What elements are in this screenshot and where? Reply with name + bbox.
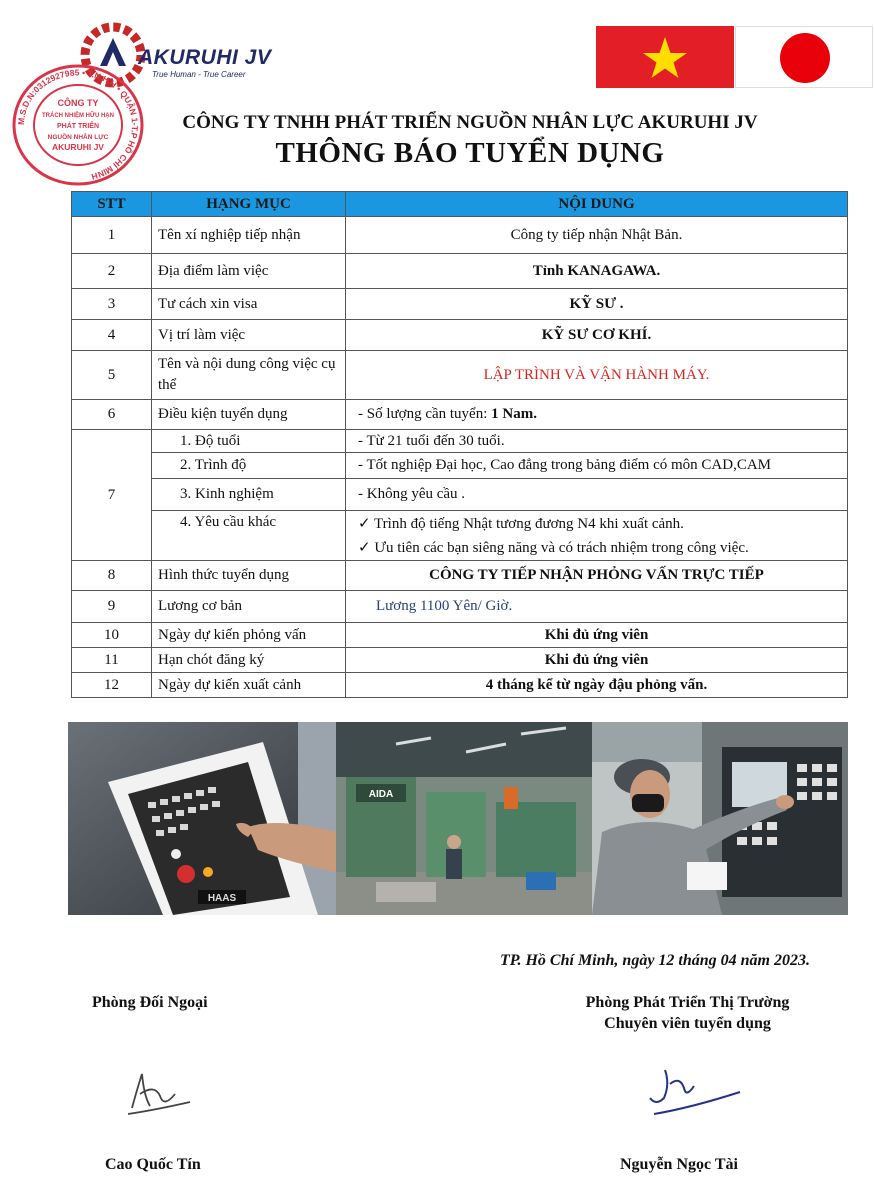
header-category: HẠNG MỤC [152, 192, 346, 217]
left-signature [120, 1066, 200, 1121]
right-signature [640, 1062, 750, 1122]
table-row [72, 561, 848, 591]
row-category: Tên và nội dung công việc cụ thể [152, 351, 346, 400]
row-category: Vị trí làm việc [152, 320, 346, 351]
row-content: LẬP TRÌNH VÀ VẬN HÀNH MÁY. [346, 351, 848, 400]
left-signer-name: Cao Quốc Tín [105, 1156, 201, 1173]
seal-line-4: NGUỒN NHÂN LỰC [47, 134, 109, 141]
cnc-control-panel-photo [68, 722, 336, 915]
document-title: THÔNG BÁO TUYỂN DỤNG [275, 137, 665, 169]
operator-cnc-photo [592, 722, 848, 915]
issue-date: TP. Hồ Chí Minh, ngày 12 tháng 04 năm 2023. [500, 952, 810, 969]
factory-floor-photo [336, 722, 592, 915]
row-content: KỸ SƯ CƠ KHÍ. [346, 320, 848, 351]
row-category: Ngày dự kiến phỏng vấn [152, 623, 346, 648]
row-content-bold: 1 Nam. [491, 406, 537, 422]
logo-text: AKURUHI JV [138, 46, 272, 69]
cnc-brand-label: HAAS [207, 893, 237, 904]
row-content [346, 400, 848, 430]
table-row [72, 479, 848, 511]
header-content: NỘI DUNG [346, 192, 848, 217]
row-category: Tên xí nghiệp tiếp nhận [152, 217, 346, 254]
table-row [72, 430, 848, 453]
table-row [72, 351, 848, 400]
row-stt: 2 [72, 254, 152, 289]
row-category: Hình thức tuyển dụng [152, 561, 346, 591]
row-content-prefix: - Số lượng cần tuyển: [358, 406, 488, 422]
right-signer-name: Nguyễn Ngọc Tài [620, 1156, 738, 1173]
row-content [346, 511, 848, 561]
row-stt: 8 [72, 561, 152, 591]
table-row [72, 453, 848, 479]
seal-line-2: TRÁCH NHIỆM HỮU HẠN [42, 113, 114, 119]
left-department: Phòng Đối Ngoại [92, 994, 208, 1011]
recruitment-table [71, 191, 848, 698]
photo-strip [68, 722, 848, 915]
seal-line-3: PHÁT TRIỂN [57, 123, 99, 130]
row-subcategory: 4. Yêu cầu khác [152, 511, 346, 561]
row-content: 4 tháng kể từ ngày đậu phỏng vấn. [346, 673, 848, 698]
row-stt: 6 [72, 400, 152, 430]
row-content: KỸ SƯ . [346, 289, 848, 320]
table-header-row [72, 192, 848, 217]
row-content: - Từ 21 tuổi đến 30 tuổi. [346, 430, 848, 453]
right-department: Phòng Phát Triển Thị Trường [585, 994, 790, 1011]
row-subcategory: 2. Trình độ [152, 453, 346, 479]
table-row [72, 673, 848, 698]
row-subcategory: 3. Kinh nghiệm [152, 479, 346, 511]
requirement-item: ✓ Ưu tiên các bạn siêng năng và có trách nhiệm trong công việc. [358, 539, 749, 556]
seal-line-5: AKURUHI JV [52, 142, 104, 152]
row-subcategory: 1. Độ tuổi [152, 430, 346, 453]
table-row [72, 254, 848, 289]
table-row [72, 289, 848, 320]
row-content: - Không yêu cầu . [346, 479, 848, 511]
row-category: Ngày dự kiến xuất cảnh [152, 673, 346, 698]
row-category: Lương cơ bản [152, 591, 346, 623]
row-category: Hạn chót đăng ký [152, 648, 346, 673]
header-stt: STT [72, 192, 152, 217]
row-category: Tư cách xin visa [152, 289, 346, 320]
row-stt: 11 [72, 648, 152, 673]
table-row [72, 648, 848, 673]
row-stt: 12 [72, 673, 152, 698]
seal-ring-text: M.S.D.N:0312927985 • T.N.H.H • QUẬN 1-T.P HỒ CHÍ MINH [15, 67, 141, 182]
table-row [72, 591, 848, 623]
table-row [72, 320, 848, 351]
row-content: - Tốt nghiệp Đại học, Cao đẳng trong bảng điểm có môn CAD,CAM [346, 453, 848, 479]
press-brand-label: AIDA [368, 789, 394, 800]
row-content: Khi đủ ứng viên [346, 648, 848, 673]
table-row [72, 511, 848, 561]
requirement-item: ✓ Trình độ tiếng Nhật tương đương N4 khi xuất cảnh. [358, 515, 684, 532]
row-category: Điều kiện tuyển dụng [152, 400, 346, 430]
table-row [72, 623, 848, 648]
row-content: CÔNG TY TIẾP NHẬN PHỎNG VẤN TRỰC TIẾP [346, 561, 848, 591]
row-stt: 10 [72, 623, 152, 648]
seal-line-1: CÔNG TY [57, 98, 99, 108]
row-stt: 7 [72, 430, 152, 561]
company-name: CÔNG TY TNHH PHÁT TRIỂN NGUỒN NHÂN LỰC AKURUHI JV [182, 112, 758, 133]
row-stt: 9 [72, 591, 152, 623]
vietnam-flag-icon [596, 26, 734, 88]
table-row [72, 217, 848, 254]
row-stt: 5 [72, 351, 152, 400]
row-stt: 3 [72, 289, 152, 320]
row-content: Khi đủ ứng viên [346, 623, 848, 648]
japan-flag-icon [735, 26, 873, 88]
row-content: Tỉnh KANAGAWA. [346, 254, 848, 289]
row-content: Lương 1100 Yên/ Giờ. [346, 591, 848, 623]
row-category: Địa điểm làm việc [152, 254, 346, 289]
right-role: Chuyên viên tuyển dụng [604, 1015, 771, 1032]
row-content: Công ty tiếp nhận Nhật Bản. [346, 217, 848, 254]
logo-slogan: True Human - True Career [152, 70, 246, 79]
table-row [72, 400, 848, 430]
row-stt: 1 [72, 217, 152, 254]
row-stt: 4 [72, 320, 152, 351]
